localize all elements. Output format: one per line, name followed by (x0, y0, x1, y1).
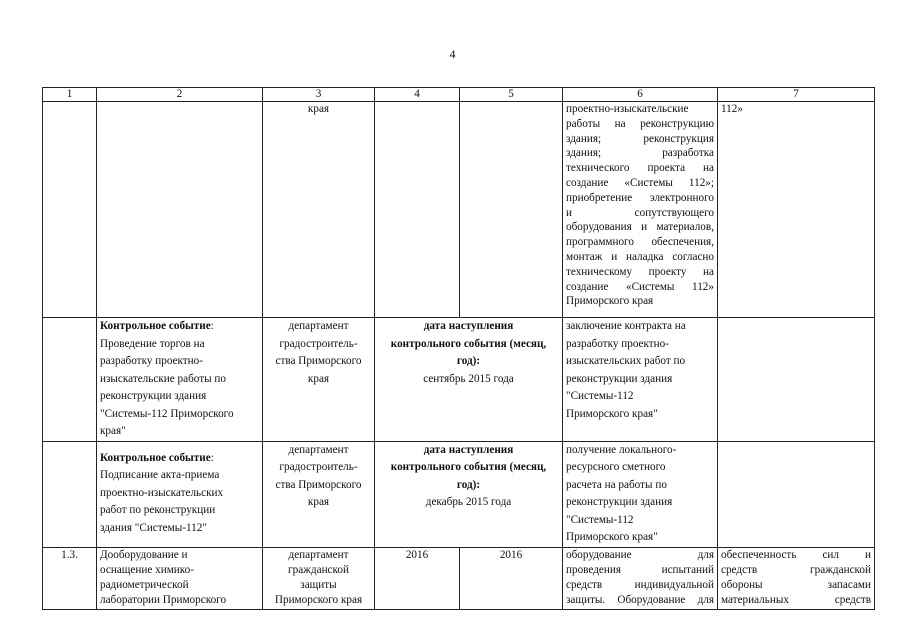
result-line: техническому проекту на (566, 265, 714, 278)
result-line: "Системы-112 (566, 513, 634, 526)
header-cell: 7 (718, 88, 875, 102)
table-row (43, 547, 875, 609)
result-line: проектно-изыскательские (566, 103, 689, 115)
description-line: "Системы-112 Приморского (100, 407, 234, 420)
header-cell: 5 (460, 88, 563, 102)
control-date-cell (375, 318, 563, 442)
header-cell: 3 (263, 88, 375, 102)
description-line: Дооборудование и (100, 548, 188, 561)
description-cell (97, 547, 263, 609)
result-line: разработку проектно- (566, 337, 669, 350)
label-colon: : (210, 320, 214, 332)
executor-line: департамент (288, 443, 349, 456)
result-line: Приморского края" (566, 531, 658, 543)
description-line: лаборатории Приморского (100, 594, 227, 607)
result-line: защиты. Оборудование для (566, 594, 714, 607)
result-line: создание «Системы 112»; (566, 176, 714, 189)
executor-line: Приморского края (274, 594, 363, 607)
number-cell: 1.3. (43, 547, 97, 609)
indicator-cell (718, 547, 875, 609)
executor-cell (263, 318, 375, 442)
date-label-line: год): (456, 478, 481, 491)
header-cell: 2 (97, 88, 263, 102)
result-line: ресурсного сметного (566, 461, 666, 473)
description-line: радиометрической (100, 578, 189, 591)
description-line: разработку проектно- (100, 355, 203, 367)
date-label-line: год): (456, 355, 481, 367)
table-row (43, 102, 875, 318)
result-line: изыскательских работ по (566, 355, 686, 367)
result-line: здания; реконструкция (566, 132, 714, 145)
executor-cell (263, 441, 375, 547)
plan-table (42, 87, 875, 610)
result-line: "Системы-112 (566, 390, 634, 402)
control-date-value: декабрь 2015 года (425, 496, 512, 508)
header-cell: 1 (43, 88, 97, 102)
result-line: расчета на работы по (566, 478, 667, 491)
executor-line: края (307, 372, 330, 385)
result-line: Приморского края" (566, 407, 658, 420)
indicator-line: обороны запасами (721, 578, 871, 591)
header-cell: 4 (375, 88, 460, 102)
table-header-row (43, 88, 875, 102)
result-line: проведения испытаний (566, 563, 714, 576)
result-line: получение локального- (566, 443, 677, 456)
executor-line: ства Приморского (275, 355, 362, 367)
start-cell: 2016 (375, 547, 460, 609)
description-line: проектно-изыскательских (100, 486, 224, 499)
indicator-cell (718, 318, 875, 442)
date-label-line: дата наступления (423, 443, 514, 456)
result-line: реконструкции здания (566, 372, 673, 385)
result-cell (563, 102, 718, 318)
description-line: Проведение торгов на (100, 337, 205, 350)
executor-line: департамент (288, 320, 349, 332)
date-label-line: контрольного события (месяц, (390, 461, 547, 473)
description-line: оснащение химико- (100, 563, 194, 576)
executor-line: гражданской (288, 563, 349, 576)
result-line: средств индивидуальной (566, 578, 714, 591)
result-line: программного обеспечения, (566, 236, 714, 249)
control-event-label: Контрольное событие (100, 451, 211, 464)
end-cell: 2016 (460, 547, 563, 609)
date-label-line: дата наступления (423, 320, 514, 332)
control-date-cell (375, 441, 563, 547)
table-row (43, 441, 875, 547)
executor-cell: края (263, 102, 375, 318)
end-cell (460, 102, 563, 318)
start-cell (375, 102, 460, 318)
result-line: реконструкции здания (566, 496, 673, 508)
page-number: 4 (449, 47, 456, 61)
result-line: создание «Системы 112» (566, 280, 714, 293)
result-line: приобретение электронного (566, 191, 714, 204)
executor-line: края (307, 496, 330, 508)
executor-cell (263, 547, 375, 609)
executor-line: защиты (300, 578, 337, 591)
indicator-line: материальных средств (721, 594, 871, 607)
executor-line: градостроитель- (279, 461, 358, 473)
result-line: оборудования и материалов, (566, 221, 714, 234)
header-cell: 6 (563, 88, 718, 102)
number-cell (43, 441, 97, 547)
executor-line: департамент (288, 548, 349, 561)
description-cell (97, 441, 263, 547)
description-cell (97, 102, 263, 318)
result-cell (563, 547, 718, 609)
indicator-line: средств гражданской (721, 563, 871, 576)
table-row (43, 318, 875, 442)
result-line: монтаж и наладка согласно (566, 250, 714, 263)
label-colon: : (210, 451, 214, 464)
result-line: Приморского края (566, 295, 654, 308)
control-event-label: Контрольное событие (100, 320, 211, 332)
result-line: оборудование для (566, 548, 714, 561)
number-cell (43, 102, 97, 318)
description-line: реконструкции здания (100, 390, 207, 402)
result-line: технического проекта на (566, 162, 714, 175)
result-line: заключение контракта на (566, 320, 686, 332)
date-label-line: контрольного события (месяц, (390, 337, 547, 350)
result-line: работы на реконструкцию (566, 117, 714, 130)
executor-line: ства Приморского (275, 478, 362, 491)
result-line: и сопутствующего (566, 206, 714, 219)
executor-line: градостроитель- (279, 337, 358, 350)
indicator-line: обеспеченность сил и (721, 548, 871, 561)
description-line: здания "Системы-112" (100, 521, 207, 534)
result-cell (563, 318, 718, 442)
description-line: изыскательские работы по (100, 372, 227, 385)
description-line: края" (100, 425, 126, 437)
result-line: здания; разработка (566, 147, 714, 160)
description-line: работ по реконструкции (100, 504, 216, 516)
number-cell (43, 318, 97, 442)
result-cell (563, 441, 718, 547)
indicator-cell: 112» (718, 102, 875, 318)
description-line: Подписание акта-приема (100, 469, 220, 481)
description-cell (97, 318, 263, 442)
control-date-value: сентябрь 2015 года (423, 372, 514, 385)
indicator-cell (718, 441, 875, 547)
